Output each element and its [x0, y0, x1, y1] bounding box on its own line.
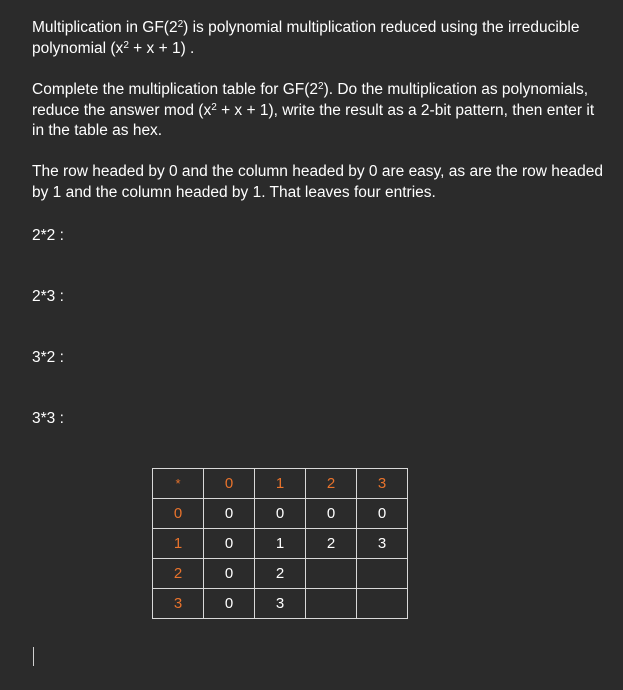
table-cell[interactable]: 1	[255, 529, 306, 559]
note-paragraph: The row headed by 0 and the column headed by 0 are easy, as are the row headed by 1 and the column headed by 1. That leaves four entries.	[32, 163, 604, 201]
table-cell-empty[interactable]	[306, 559, 357, 589]
table-header-row	[153, 469, 408, 499]
intro-paragraph: Multiplication in $GF(2^2)$ is polynomial multiplication reduced using the irreducible polynomial $(x^2 + x + 1)$ .	[32, 19, 580, 57]
table-cell[interactable]: 0	[357, 499, 408, 529]
table-cell[interactable]: 3	[255, 589, 306, 619]
table-row	[153, 499, 408, 529]
table-cell[interactable]: 0	[204, 499, 255, 529]
table-cell-empty[interactable]	[357, 589, 408, 619]
multiplication-table	[152, 468, 408, 619]
table-row	[153, 559, 408, 589]
work-label-2x2: 2*2 :	[32, 227, 64, 244]
table-cell[interactable]: 2	[306, 529, 357, 559]
table-row	[153, 529, 408, 559]
table-cell[interactable]: 0	[306, 499, 357, 529]
table-row	[153, 589, 408, 619]
table-cell[interactable]: 0	[204, 529, 255, 559]
table-row-header: 2	[153, 559, 204, 589]
work-label-2x3: 2*3 :	[32, 288, 64, 305]
instructions-paragraph: Complete the multiplication table for $GF(2^2)$. Do the multiplication as polynomials, reduce the answer mod $(x^2 + x + 1)$, write the result as a 2-bit pattern, then enter it in the table as hex.	[32, 81, 595, 139]
table-cell[interactable]: 2	[255, 559, 306, 589]
table-col-header: 3	[357, 469, 408, 499]
table-cell[interactable]: 0	[204, 589, 255, 619]
text-cursor	[33, 647, 34, 666]
table-cell-empty[interactable]	[357, 559, 408, 589]
table-col-header: 2	[306, 469, 357, 499]
table-corner-cell: *	[153, 469, 204, 499]
table-cell[interactable]: 3	[357, 529, 408, 559]
table-row-header: 1	[153, 529, 204, 559]
table-cell[interactable]: 0	[255, 499, 306, 529]
table-col-header: 1	[255, 469, 306, 499]
work-label-3x2: 3*2 :	[32, 349, 64, 366]
table-col-header: 0	[204, 469, 255, 499]
work-label-3x3: 3*3 :	[32, 410, 64, 427]
table-cell-empty[interactable]	[306, 589, 357, 619]
table-row-header: 3	[153, 589, 204, 619]
table-cell[interactable]: 0	[204, 559, 255, 589]
table-row-header: 0	[153, 499, 204, 529]
